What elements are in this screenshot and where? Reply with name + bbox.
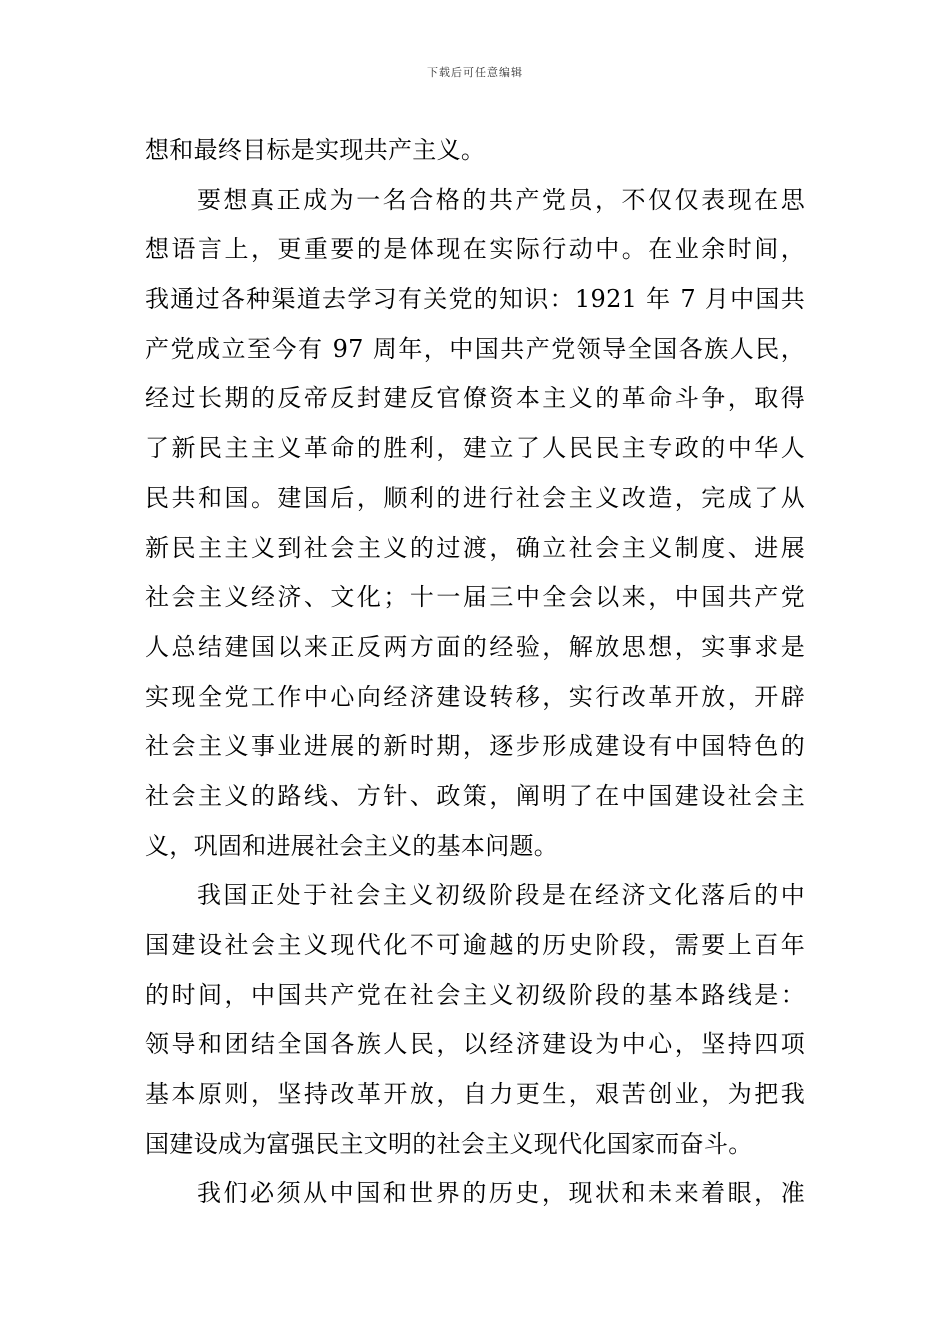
paragraph-line: 人总结建国以来正反两方面的经验，解放思想，实事求是 [145,632,805,661]
paragraph-line: 我们必须从中国和世界的历史，现状和未来着眼，准 [197,1179,805,1208]
paragraph-line: 社会主义的路线、方针、政策，阐明了在中国建设社会主 [145,781,805,810]
paragraph-line: 产党成立至今有 97 周年，中国共产党领导全国各族人民， [145,334,805,363]
paragraph-line: 我通过各种渠道去学习有关党的知识：1921 年 7 月中国共 [145,285,805,314]
body-text [145,126,805,1219]
paragraph-line: 国建设成为富强民主文明的社会主义现代化国家而奋斗。 [145,1129,753,1158]
paragraph-line: 想语言上，更重要的是体现在实际行动中。在业余时间， [145,235,805,264]
paragraph-line: 要想真正成为一名合格的共产党员，不仅仅表现在思 [197,185,805,214]
paragraph-line: 经过长期的反帝反封建反官僚资本主义的革命斗争，取得 [145,384,805,413]
paragraph-line: 新民主主义到社会主义的过渡，确立社会主义制度、进展 [145,533,805,562]
paragraph-line: 基本原则，坚持改革开放，自力更生，艰苦创业，为把我 [145,1080,805,1109]
paragraph-line: 的时间，中国共产党在社会主义初级阶段的基本路线是： [145,980,805,1009]
paragraph-line: 了新民主主义革命的胜利，建立了人民民主专政的中华人 [145,434,805,463]
paragraph-line: 民共和国。建国后，顺利的进行社会主义改造，完成了从 [145,483,805,512]
page-header: 下载后可任意编辑 [427,66,523,79]
paragraph-line: 领导和团结全国各族人民，以经济建设为中心，坚持四项 [145,1030,805,1059]
paragraph-line: 国建设社会主义现代化不可逾越的历史阶段，需要上百年 [145,931,805,959]
paragraph-line: 我国正处于社会主义初级阶段是在经济文化落后的中 [197,881,805,910]
paragraph-line: 实现全党工作中心向经济建设转移，实行改革开放，开辟 [145,682,805,711]
paragraph-line: 义，巩固和进展社会主义的基本问题。 [145,831,559,860]
paragraph-line: 社会主义事业进展的新时期，逐步形成建设有中国特色的 [145,732,805,761]
paragraph-line: 社会主义经济、文化；十一届三中全会以来，中国共产党 [145,583,805,612]
paragraph-line: 想和最终目标是实现共产主义。 [145,136,486,164]
